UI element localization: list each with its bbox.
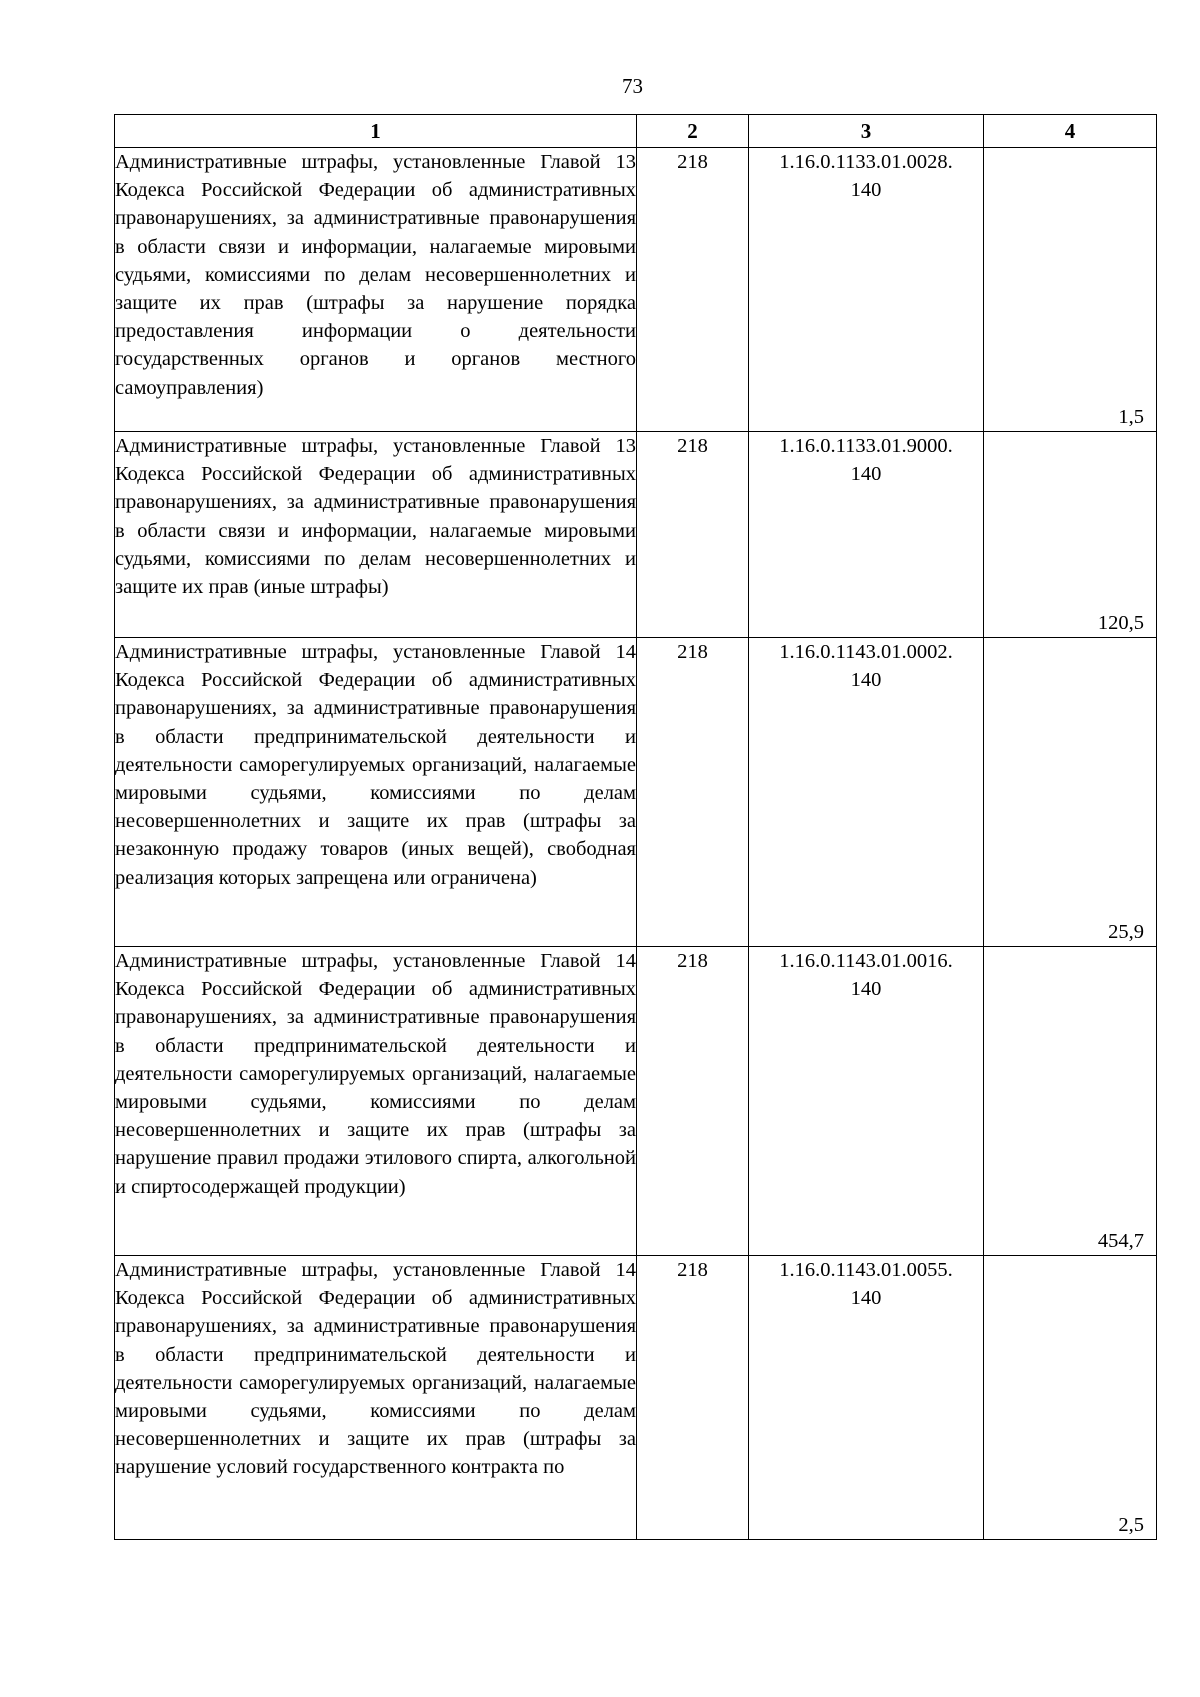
- kbk-code-line-2: 140: [850, 179, 882, 202]
- row-amount: [984, 148, 1157, 432]
- kbk-code-line-1: 1.16.0.1143.01.0002.: [779, 641, 953, 663]
- row-description: Административные штрафы, установленные Главой 14 Кодекса Российской Федерации об административных правонарушениях, за административные правонарушения в области предпринимательской деятельности и деятельности саморегулируемых организаций, налагаемые мировыми судьями, комиссиями по делам несовершеннолетних и защите их прав (штрафы за незаконную продажу товаров (иных вещей), свободная реализация которых запрещена или ограничена): [115, 638, 637, 947]
- row-admin-code: 218: [637, 148, 749, 432]
- kbk-code-line-1: 1.16.0.1133.01.0028.: [779, 151, 953, 173]
- table-row: [115, 947, 1157, 1256]
- row-amount: [984, 638, 1157, 947]
- column-header-3: 3: [749, 115, 984, 148]
- kbk-code-line-1: 1.16.0.1133.01.9000.: [779, 435, 953, 457]
- row-kbk-code: [749, 148, 984, 432]
- kbk-code-line-1: 1.16.0.1143.01.0055.: [779, 1259, 953, 1281]
- kbk-code-line-2: 140: [850, 463, 882, 486]
- row-description: Административные штрафы, установленные Главой 14 Кодекса Российской Федерации об административных правонарушениях, за административные правонарушения в области предпринимательской деятельности и деятельности саморегулируемых организаций, налагаемые мировыми судьями, комиссиями по делам несовершеннолетних и защите их прав (штрафы за нарушение условий государственного контракта по: [115, 1256, 637, 1540]
- row-amount: [984, 1256, 1157, 1540]
- row-kbk-code: [749, 947, 984, 1256]
- kbk-code-line-2: 140: [850, 1287, 882, 1310]
- amount-value: 1,5: [1118, 405, 1144, 428]
- kbk-code-line-2: 140: [850, 669, 882, 692]
- table-row: [115, 1256, 1157, 1540]
- amount-value: 454,7: [1097, 1229, 1144, 1252]
- row-kbk-code: [749, 1256, 984, 1540]
- row-admin-code: 218: [637, 432, 749, 638]
- row-admin-code: 218: [637, 638, 749, 947]
- page-number: 73: [622, 74, 643, 98]
- kbk-code-line-1: 1.16.0.1143.01.0016.: [779, 950, 953, 972]
- row-amount: [984, 947, 1157, 1256]
- column-header-2: 2: [637, 115, 749, 148]
- kbk-code-line-2: 140: [850, 978, 882, 1001]
- table-row: [115, 148, 1157, 432]
- table-row: [115, 638, 1157, 947]
- row-admin-code: 218: [637, 947, 749, 1256]
- row-amount: [984, 432, 1157, 638]
- amount-value: 25,9: [1108, 920, 1144, 943]
- row-description: Административные штрафы, установленные Главой 13 Кодекса Российской Федерации об административных правонарушениях, за административные правонарушения в области связи и информации, налагаемые мировыми судьями, комиссиями по делам несовершеннолетних и защите их прав (штрафы за нарушение порядка предоставления информации о деятельности государственных органов и органов местного самоуправления): [115, 148, 637, 432]
- row-admin-code: 218: [637, 1256, 749, 1540]
- amount-value: 120,5: [1097, 611, 1144, 634]
- row-description: Административные штрафы, установленные Главой 14 Кодекса Российской Федерации об административных правонарушениях, за административные правонарушения в области предпринимательской деятельности и деятельности саморегулируемых организаций, налагаемые мировыми судьями, комиссиями по делам несовершеннолетних и защите их прав (штрафы за нарушение правил продажи этилового спирта, алкогольной и спиртосодержащей продукции): [115, 947, 637, 1256]
- row-kbk-code: [749, 638, 984, 947]
- table-header-row: [115, 115, 1157, 148]
- amount-value: 2,5: [1118, 1513, 1144, 1536]
- column-header-1: 1: [115, 115, 637, 148]
- row-kbk-code: [749, 432, 984, 638]
- row-description: Административные штрафы, установленные Главой 13 Кодекса Российской Федерации об административных правонарушениях, за административные правонарушения в области связи и информации, налагаемые мировыми судьями, комиссиями по делам несовершеннолетних и защите их прав (иные штрафы): [115, 432, 637, 638]
- table-row: [115, 432, 1157, 638]
- revenue-table: [114, 114, 1157, 1540]
- column-header-4: 4: [984, 115, 1157, 148]
